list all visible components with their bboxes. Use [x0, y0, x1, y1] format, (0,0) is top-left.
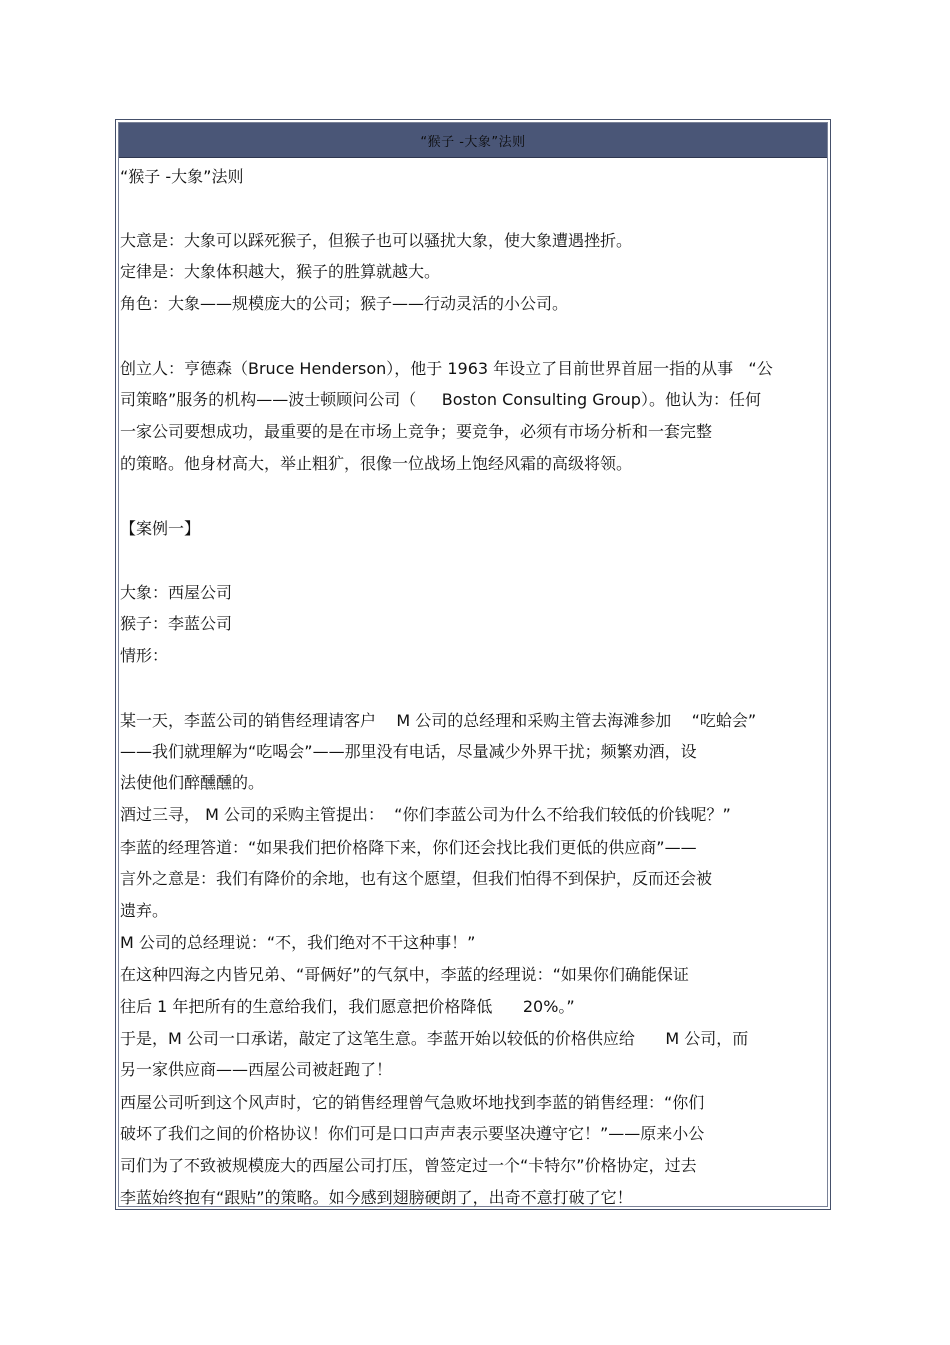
line-founder-2: 司策略”服务的机构——波士顿顾问公司（ Boston Consulting Group）。他认为：任何	[120, 390, 761, 409]
header-bar	[119, 123, 827, 158]
line-founder-3: 一家公司要想成功，最重要的是在市场上竞争；要竞争，必须有市场分析和一套完整	[120, 422, 713, 441]
line-story-5: 李蓝的经理答道：“如果我们把价格降下来，你们还会找比我们更低的供应商”——	[120, 838, 697, 857]
line-story-9: 在这种四海之内皆兄弟、“哥俩好”的气氛中，李蓝的经理说：“如果你们确能保证	[120, 965, 689, 984]
line-story-16: 李蓝始终抱有“跟贴”的策略。如今感到翅膀硬朗了，出奇不意打破了它！	[120, 1188, 633, 1207]
line-story-15: 司们为了不致被规模庞大的西屋公司打压，曾签定过一个“卡特尔”价格协定，过去	[120, 1156, 697, 1175]
line-story-6: 言外之意是：我们有降价的余地，也有这个愿望，但我们怕得不到保护，反而还会被	[120, 869, 713, 888]
line-story-3: 法使他们醉醺醺的。	[120, 773, 265, 792]
line-story-7: 遗弃。	[120, 901, 169, 920]
line-story-2: ——我们就理解为“吃喝会”——那里没有电话，尽量减少外界干扰；频繁劝酒，设	[120, 742, 697, 761]
line-story-10: 往后 1 年把所有的生意给我们，我们愿意把价格降低 20%。”	[120, 997, 575, 1016]
document-frame	[115, 119, 831, 1210]
line-story-4: 酒过三寻， M 公司的采购主管提出： “你们李蓝公司为什么不给我们较低的价钱呢？”	[120, 805, 731, 824]
line-monkey: 猴子：李蓝公司	[120, 614, 233, 633]
line-story-8: M 公司的总经理说：“不，我们绝对不干这种事！”	[120, 933, 476, 952]
line-founder-4: 的策略。他身材高大，举止粗犷，很像一位战场上饱经风霜的高级将领。	[120, 454, 633, 473]
line-story-14: 破坏了我们之间的价格协议！你们可是口口声声表示要坚决遵守它！”——原来小公	[120, 1124, 705, 1143]
header-title: “猴子 -大象”法则	[420, 134, 526, 150]
line-case-heading: 【案例一】	[120, 519, 201, 538]
line-founder-1: 创立人：亨德森（Bruce Henderson），他于 1963 年设立了目前世界首屈一指的从事 “公	[120, 359, 773, 378]
document-frame-inner	[118, 122, 828, 1207]
line-title: “猴子 -大象”法则	[120, 167, 244, 186]
line-roles: 角色：大象——规模庞大的公司；猴子——行动灵活的小公司。	[120, 294, 569, 313]
line-story-12: 另一家供应商——西屋公司被赶跑了！	[120, 1060, 393, 1079]
line-summary: 大意是：大象可以踩死猴子，但猴子也可以骚扰大象，使大象遭遇挫折。	[120, 231, 633, 250]
line-story-13: 西屋公司听到这个风声时，它的销售经理曾气急败坏地找到李蓝的销售经理：“你们	[120, 1093, 705, 1112]
line-situation: 情形：	[120, 646, 169, 665]
line-story-11: 于是，M 公司一口承诺，敲定了这笔生意。李蓝开始以较低的价格供应给 M 公司，而	[120, 1029, 749, 1048]
line-law: 定律是：大象体积越大，猴子的胜算就越大。	[120, 262, 441, 281]
line-story-1: 某一天，李蓝公司的销售经理请客户 M 公司的总经理和采购主管去海滩参加 “吃蛤会”	[120, 711, 757, 730]
line-elephant: 大象：西屋公司	[120, 583, 233, 602]
